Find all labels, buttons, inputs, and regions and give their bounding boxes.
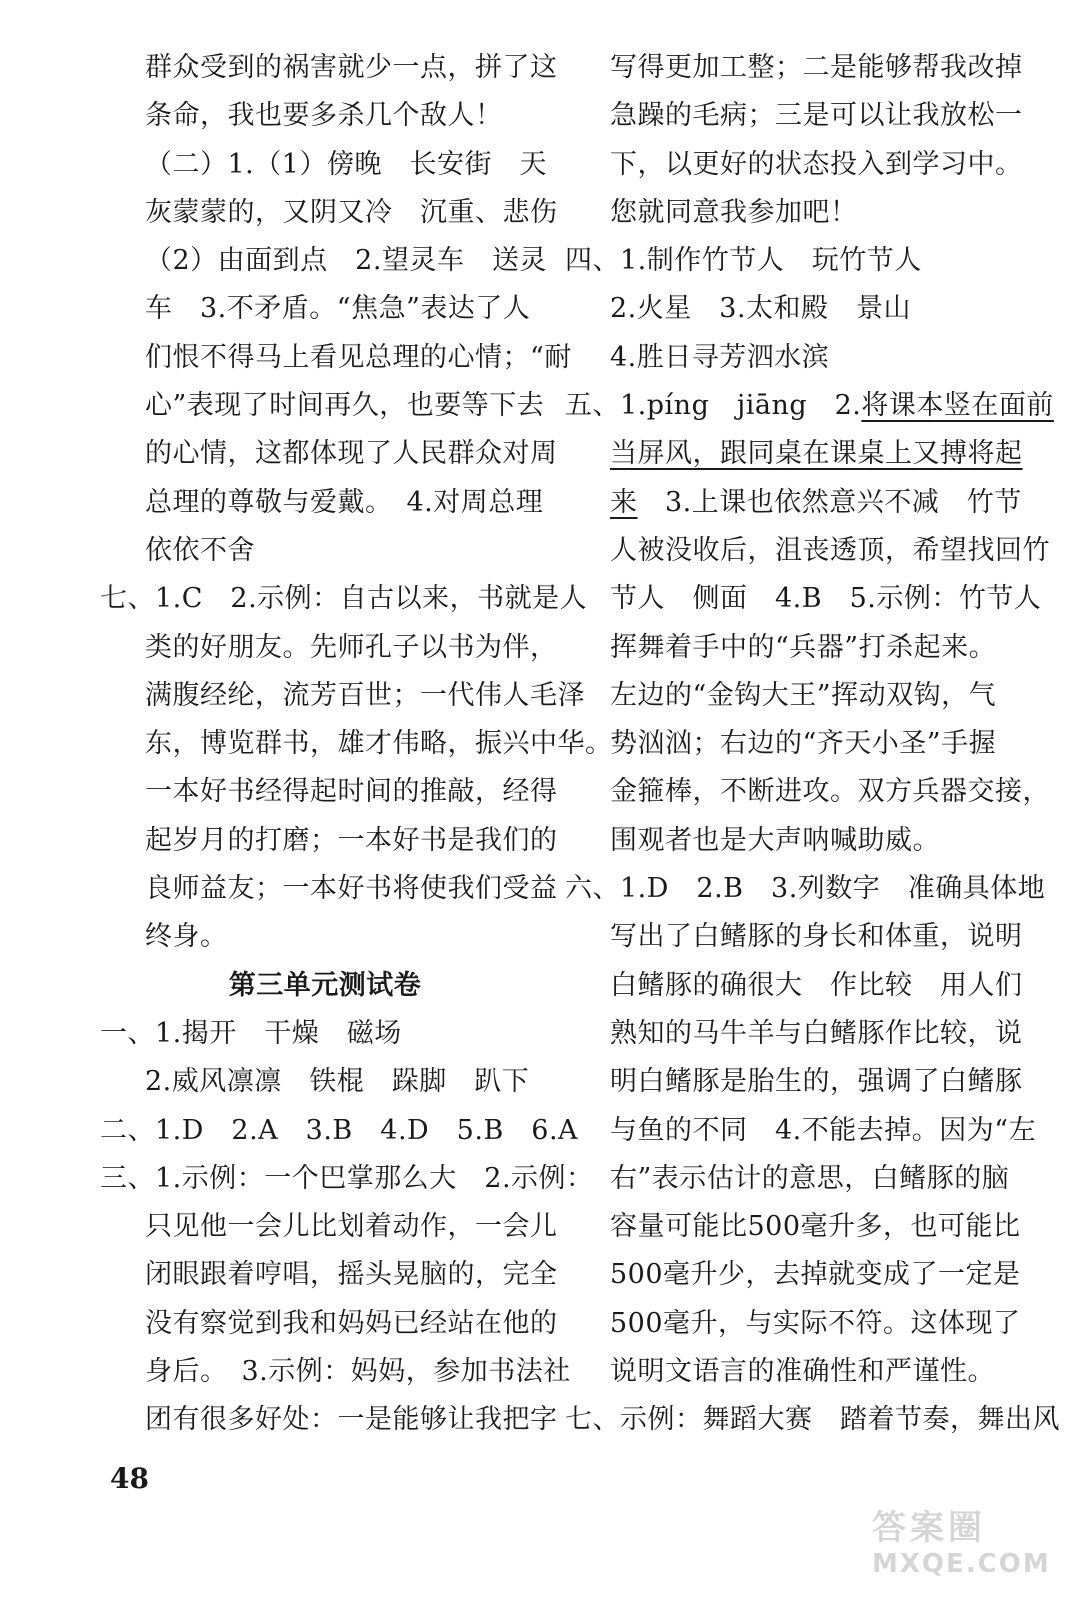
text-line: 熟知的马牛羊与白鳍豚作比较，说 (610, 1017, 1023, 1049)
section-heading-line: 四、1.制作竹节人 玩竹节人 (565, 245, 922, 277)
watermark-title: 答案圈 (872, 1508, 986, 1548)
text-line: 依依不舍 (145, 534, 255, 566)
text-line: 闭眼跟着哼唱，摇头晃脑的，完全 (145, 1259, 558, 1291)
text-segment: 3.上课也依然意兴不减 竹节 (637, 486, 1022, 518)
text-line: 良师益友；一本好书将使我们受益 (145, 873, 558, 905)
text-line: 节人 侧面 4.B 5.示例：竹节人 (610, 583, 1042, 615)
text-line: 团有很多好处：一是能够让我把字 (145, 1404, 558, 1436)
left-column (100, 44, 613, 1445)
text-line: 一本好书经得起时间的推敲，经得 (145, 776, 558, 808)
underlined-text: 当屏风，跟同桌在课桌上又搏将起 (610, 438, 1023, 470)
underlined-text: 将课本竖在面前 (861, 390, 1054, 422)
text-line: 围观者也是大声呐喊助威。 (610, 824, 940, 856)
text-line: 势汹汹；右边的“齐天小圣”手握 (610, 728, 997, 760)
text-line: 4.胜日寻芳泗水滨 (610, 341, 830, 373)
text-line: 总理的尊敬与爱戴。 4.对周总理 (145, 486, 544, 518)
text-line: 身后。 3.示例：妈妈，参加书法社 (145, 1356, 571, 1388)
text-line: 写出了白鳍豚的身长和体重，说明 (610, 921, 1023, 953)
section-heading-line: 二、1.D 2.A 3.B 4.D 5.B 6.A (100, 1114, 579, 1146)
text-line: 终身。 (145, 921, 228, 953)
section-heading-line: 七、示例：舞蹈大赛 踏着节奏，舞出风 (565, 1404, 1060, 1436)
text-line: 车 3.不矛盾。“焦急”表达了人 (145, 293, 531, 325)
text-line: 急躁的毛病；三是可以让我放松一 (610, 100, 1023, 132)
text-line: 右”表示估计的意思，白鳍豚的脑 (610, 1162, 1010, 1194)
text-line: 500毫升，与实际不符。这体现了 (610, 1307, 1021, 1339)
text-line: 群众受到的祸害就少一点，拼了这 (145, 52, 558, 83)
section-heading-line: 三、1.示例：一个巴掌那么大 2.示例： (100, 1162, 594, 1194)
right-column (565, 44, 1060, 1445)
text-line: 说明文语言的准确性和严谨性。 (610, 1356, 995, 1388)
text-line: 满腹经纶，流芳百世；一代伟人毛泽 (145, 679, 585, 711)
text-line: （二）1.（1）傍晚 长安街 天 (145, 148, 547, 180)
text-line: 金箍棒，不断进攻。双方兵器交接， (610, 776, 1050, 808)
text-line: 的心情，这都体现了人民群众对周 (145, 438, 558, 470)
text-line: 挥舞着手中的“兵器”打杀起来。 (610, 631, 997, 663)
text-line: （2）由面到点 2.望灵车 送灵 (145, 245, 547, 277)
text-line: 灰蒙蒙的，又阴又冷 沉重、悲伤 (145, 196, 558, 228)
watermark-url: MXQE.COM (872, 1549, 1051, 1579)
text-line: 们恨不得马上看见总理的心情；“耐 (145, 341, 572, 373)
underlined-text: 来 (610, 486, 638, 518)
text-line: 只见他一会儿比划着动作，一会儿 (145, 1211, 558, 1243)
unit-test-title: 第三单元测试卷 (228, 969, 422, 1001)
text-line: 您就同意我参加吧！ (610, 196, 858, 228)
page-number: 48 (110, 1462, 149, 1495)
text-line: 起岁月的打磨；一本好书是我们的 (145, 824, 558, 856)
text-line: 心”表现了时间再久，也要等下去 (145, 390, 545, 422)
section-heading-line (565, 382, 1054, 430)
section-heading-line: 七、1.C 2.示例：自古以来，书就是人 (100, 583, 588, 615)
text-line: 500毫升少，去掉就变成了一定是 (610, 1259, 1021, 1291)
text-line: 左边的“金钩大王”挥动双钩，气 (610, 679, 997, 711)
text-line: 与鱼的不同 4.不能去掉。因为“左 (610, 1114, 1037, 1146)
text-line: 2.威风凛凛 铁棍 跺脚 趴下 (145, 1066, 530, 1098)
text-line: 2.火星 3.太和殿 景山 (610, 293, 912, 325)
text-line: 类的好朋友。先师孔子以书为伴， (145, 631, 558, 663)
text-line: 明白鳍豚是胎生的，强调了白鳍豚 (610, 1066, 1023, 1098)
text-line: 人被没收后，沮丧透顶，希望找回竹 (610, 534, 1050, 566)
text-line: 条命，我也要多杀几个敌人！ (145, 100, 503, 132)
text-line: 容量可能比500毫升多，也可能比 (610, 1211, 1021, 1243)
text-line: 东，博览群书，雄才伟略，振兴中华。 (145, 728, 613, 760)
watermark-logo (872, 1500, 1072, 1595)
text-line: 下，以更好的状态投入到学习中。 (610, 148, 1023, 180)
text-line (565, 430, 1025, 478)
section-heading-line: 一、1.揭开 干燥 磁场 (100, 1017, 402, 1049)
text-line (565, 479, 1025, 527)
text-line: 没有察觉到我和妈妈已经站在他的 (145, 1307, 558, 1339)
text-segment: 五、1.píng jiāng 2. (565, 390, 862, 422)
text-line: 白鳍豚的确很大 作比较 用人们 (610, 969, 1023, 1001)
text-line: 写得更加工整；二是能够帮我改掉 (610, 52, 1023, 83)
section-heading-line: 六、1.D 2.B 3.列数字 准确具体地 (565, 873, 1046, 905)
